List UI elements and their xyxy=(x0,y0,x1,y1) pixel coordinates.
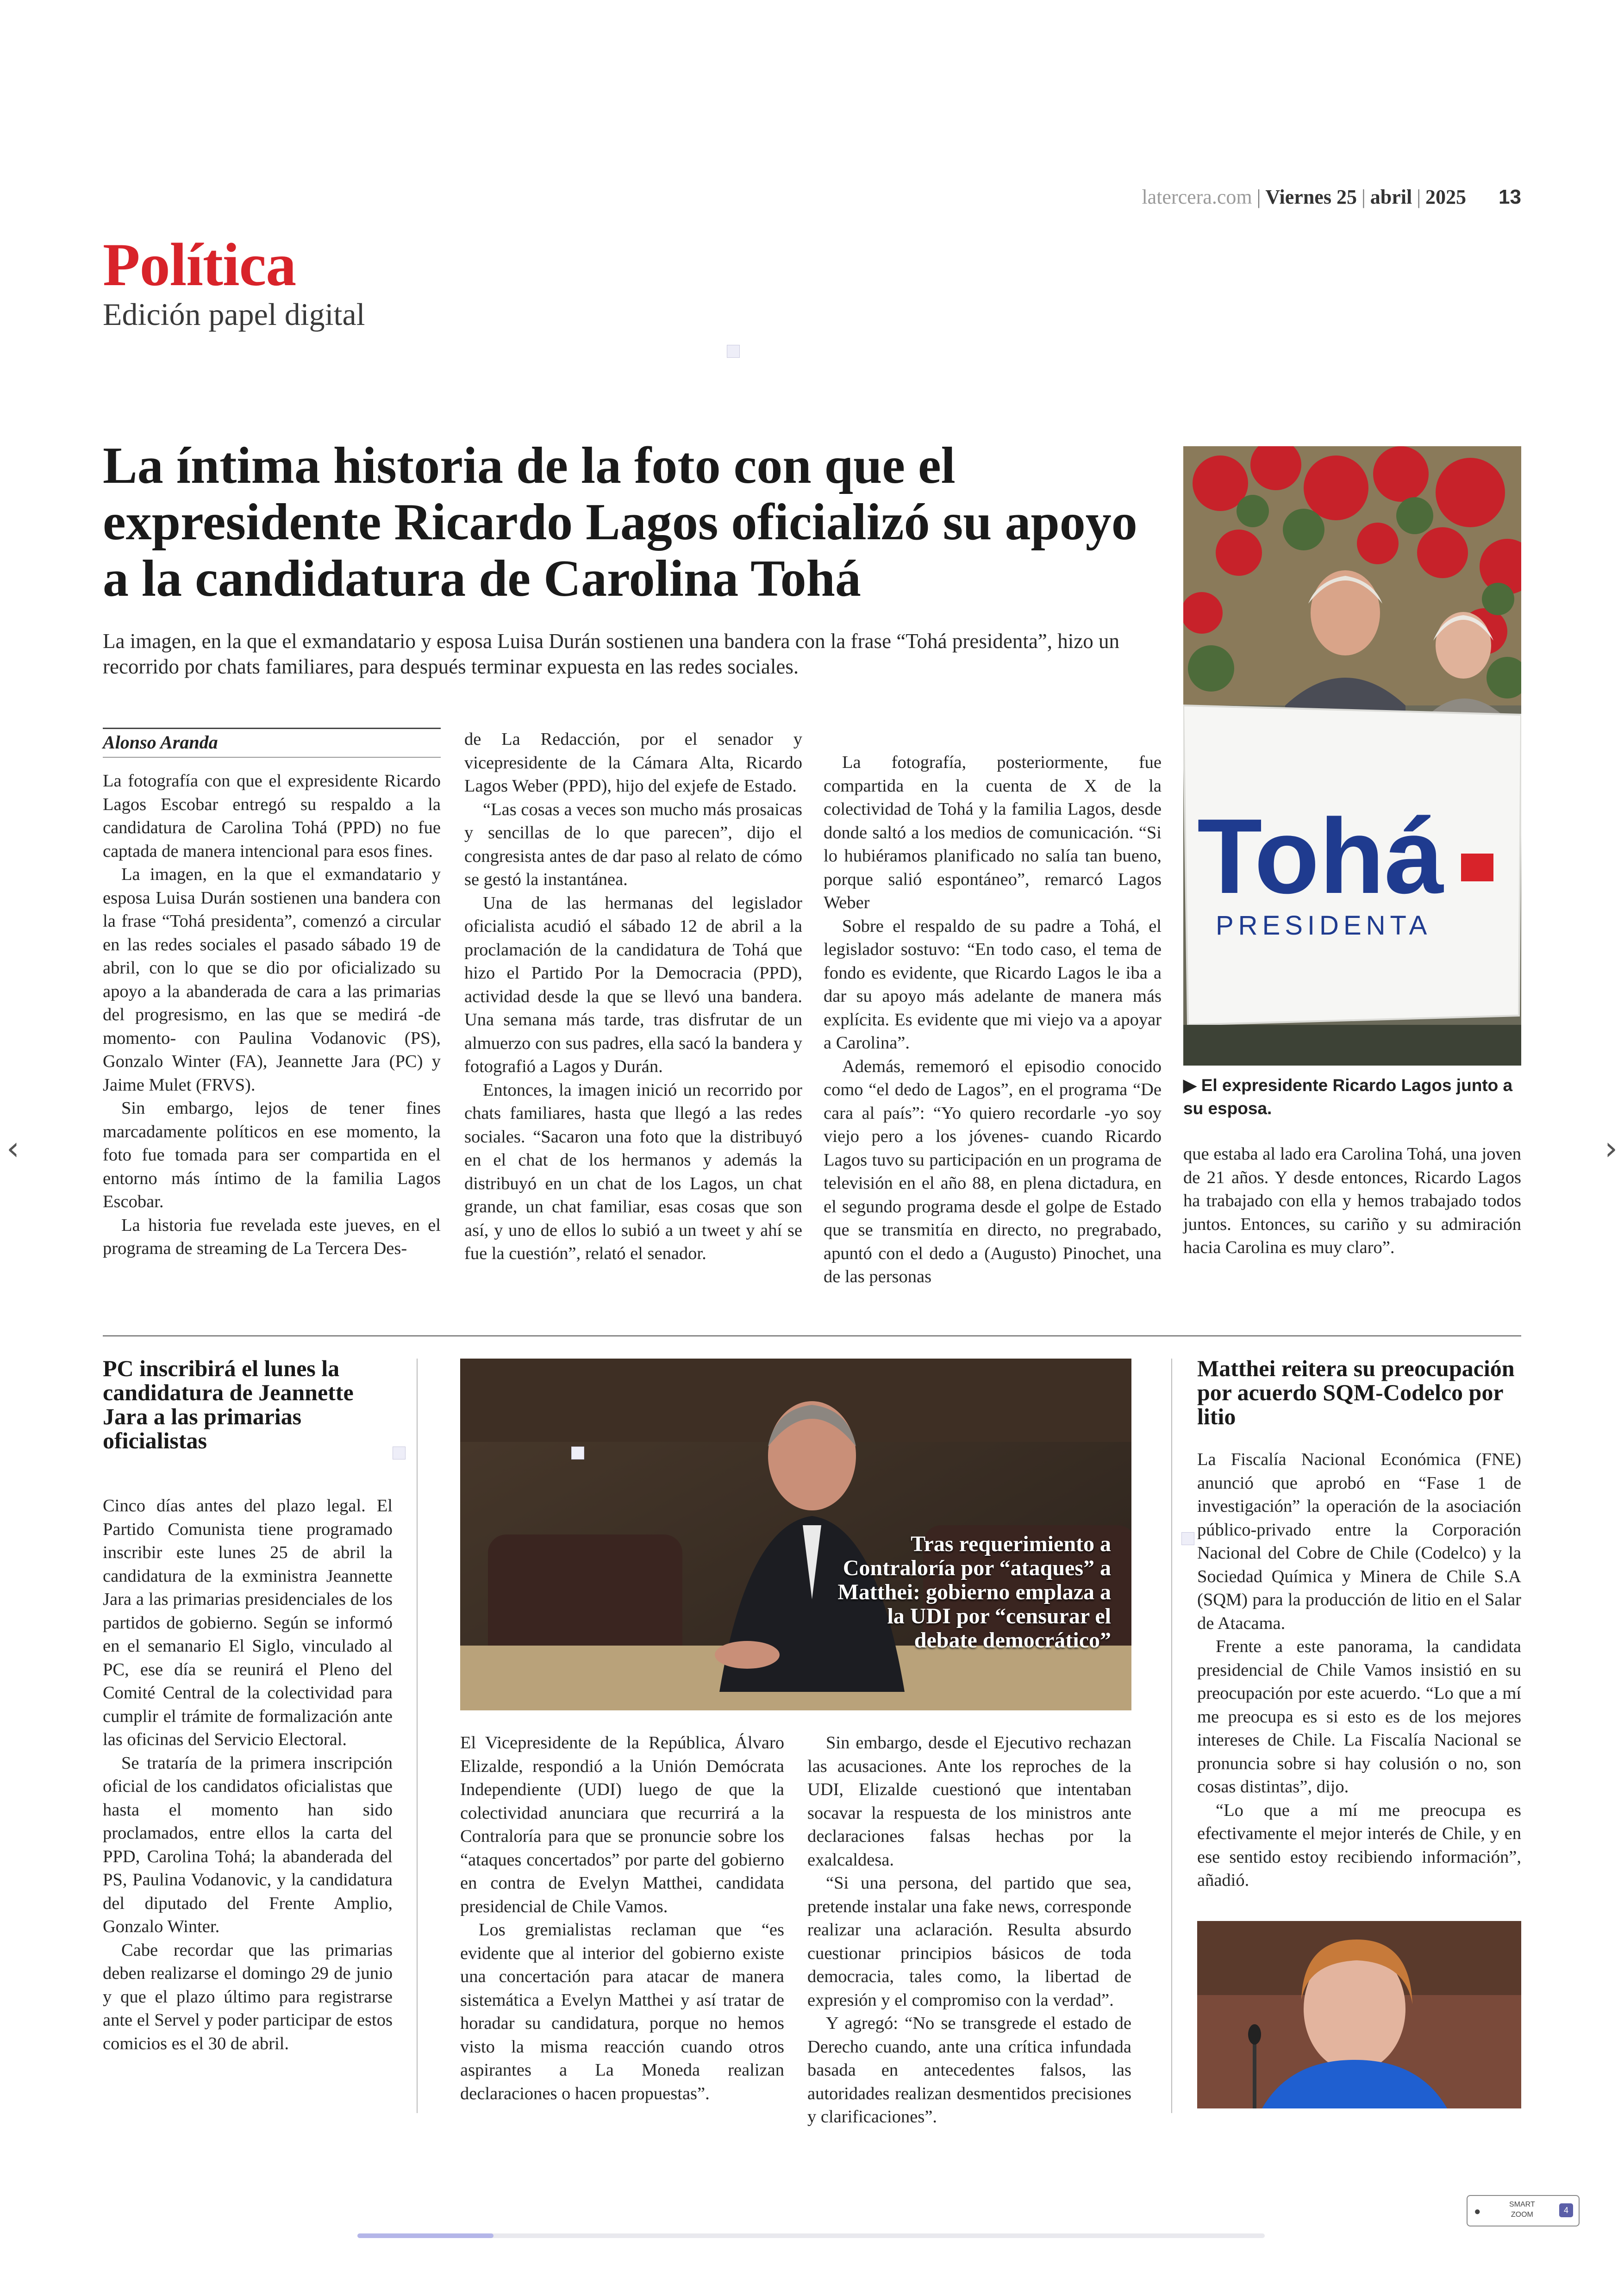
smart-zoom-label: SMART ZOOM xyxy=(1509,2201,1535,2219)
lead-deck: La imagen, en la que el exmandatario y esposa Luisa Durán sostienen una bandera con la frase “Tohá presidenta”, hizo un recorrido por chats familiares, para después terminar expuesta en las redes sociales. xyxy=(103,630,1119,678)
photo-headline: Tras requerimiento a Contraloría por “ataques” a Matthei: gobierno emplaza a la UDI por “censurar el debate democrático” xyxy=(837,1532,1111,1653)
smart-zoom-button[interactable] xyxy=(1467,2195,1580,2226)
annotation-marker-icon[interactable] xyxy=(571,1447,584,1459)
prev-page-button[interactable] xyxy=(6,1129,19,1167)
paragraph: El Vicepresidente de la República, Álvaro Elizalde, respondió a la Unión Demócrata Independiente (UDI) luego de que la colectividad anunciara que recurrirá a la Contraloría para que se pronuncie sobre los “ataques concertados” por parte del gobierno en contra de Evelyn Matthei, candidata presidencial de Chile Vamos. xyxy=(460,1733,784,1916)
page-number: 13 xyxy=(1499,186,1521,208)
lead-column-1 xyxy=(103,769,441,1260)
page-info: latercera.com | Viernes 25 | abril | 2025 13 xyxy=(1142,186,1521,208)
page-scroll-bar[interactable] xyxy=(357,2233,1265,2238)
next-page-button[interactable] xyxy=(1605,1129,1618,1167)
caption-arrow-icon: ▶ xyxy=(1183,1076,1197,1095)
annotation-marker-icon[interactable] xyxy=(1181,1532,1194,1545)
paragraph: Sin embargo, lejos de tener fines marcadamente políticos en ese momento, la foto fue tomada para ser compartida en el entorno más íntimo de la familia Lagos Escobar. xyxy=(103,1098,441,1211)
byline-rule xyxy=(103,728,441,729)
flag-subtext: PRESIDENTA xyxy=(1216,911,1432,941)
brief-right-title: Matthei reitera su preocupación por acuerdo SQM-Codelco por litio xyxy=(1197,1355,1515,1429)
paragraph: Se trataría de la primera inscripción oficial de los candidatos oficialistas que hasta el momento han sido proclamados, entre ellos la carta del PPD, Carolina Tohá; la abanderada del PS, Paulina Vodanovic, y la candidatura del diputado del Frente Amplio, Gonzalo Winter. xyxy=(103,1753,393,1936)
paragraph: La fotografía, posteriormente, fue compartida en la cuenta de X de la colectividad de Tohá y la familia Lagos, desde donde saltó a los medios de comunicación. “Si lo hubiéramos planificado no salía tan bueno, porque salió espontáneo”, remarcó Lagos Weber xyxy=(824,753,1162,912)
paragraph: Y agregó: “No se transgrede el estado de Derecho cuando, ante una crítica infundada basada en antecedentes falsos, las autoridades realizan desmentidos precisiones y clarificaciones”. xyxy=(807,2014,1131,2127)
paragraph: Sobre el respaldo de su padre a Tohá, el legislador sostuvo: “En todo caso, el tema de fondo es evidente, que Ricardo Lagos le iba a dar su apoyo más adelante de manera más explícita. Es evidente que mi viejo va a apoyar a Carolina”. xyxy=(824,916,1162,1053)
paragraph: La fotografía con que el expresidente Ricardo Lagos Escobar entregó su respaldo a la candidatura de Carolina Tohá (PPD) no fue captada de manera intencional para esos fines. xyxy=(103,771,441,861)
column-rule xyxy=(1171,1359,1172,2113)
paragraph: La Fiscalía Nacional Económica (FNE) anunció que aprobó en “Fase 1 de investigación” la operación de la asociación público-privado entre la Corporación Nacional del Cobre de Chile (Codelco) y la Sociedad Química y Minera de Chile S.A (SQM) para la producción de litio en el Salar de Atacama. xyxy=(1197,1450,1521,1633)
date-weekday: Viernes 25 xyxy=(1265,186,1357,208)
paragraph: “Las cosas a veces son mucho más prosaicas y sencillas de lo que parecen”, dijo el congresista antes de dar paso al relato de cómo se gestó la instantánea. xyxy=(464,799,802,889)
annotation-marker-icon[interactable] xyxy=(727,345,740,358)
paragraph: Una de las hermanas del legislador oficialista acudió el sábado 12 de abril a la proclamación de la candidatura de Tohá que hizo el Partido Por la Democracia (PPD), actividad desde la que se llevó una bandera. Una semana más tarde, tras disfrutar de un almuerzo con sus padres, ella sacó la bandera y fotografió a Lagos y Durán. xyxy=(464,893,802,1076)
brief-mid-column-1 xyxy=(460,1731,784,2105)
lead-photo-caption xyxy=(1183,1074,1521,1120)
brief-left-body xyxy=(103,1494,393,2055)
annotation-marker-icon[interactable] xyxy=(393,1447,406,1459)
paragraph: Cabe recordar que las primarias deben realizarse el domingo 29 de junio y que el plazo último para registrarse ante el Servel y poder participar de estos comicios es el 30 de abril. xyxy=(103,1940,393,2053)
paragraph: “Lo que a mí me preocupa es efectivamente el mejor interés de Chile, y en ese sentido estoy recibiendo información”, añadió. xyxy=(1197,1800,1521,1890)
paragraph: La historia fue revelada este jueves, en el programa de streaming de La Tercera Des- xyxy=(103,1215,441,1258)
paragraph: La imagen, en la que el exmandatario y esposa Luisa Durán sostienen una bandera con la frase “Tohá presidenta”, comenzó a circular en las redes sociales el pasado sábado 19 de abril, con lo que se dio por oficializado su apoyo a la abanderada de cara a las primarias del progresismo, en las que se medirá -de momento- con Paulina Vodanovic (PS), Gonzalo Winter (FA), Jeannette Jara (PC) y Jaime Mulet (FRVS). xyxy=(103,865,441,1095)
brief-right-body xyxy=(1197,1448,1521,1892)
lead-photo-image xyxy=(1183,446,1521,1066)
paragraph: Frente a este panorama, la candidata presidencial de Chile Vamos insistió en su preocupación por este acuerdo. “Lo que a mí me preocupa es si esto es de los mejores intereses de Chile. La Fiscalía Nacional se pronuncia sobre si hay colusión o no, son cosas distintas”, dijo. xyxy=(1197,1637,1521,1796)
paragraph: Cinco días antes del plazo legal. El Partido Comunista tiene programado inscribir este lunes 25 de abril la candidatura de la exministra Jeannette Jara a las primarias presidenciales de los partidos de gobierno. Según se informó en el semanario El Siglo, vinculado al PC, ese día se reunirá el Pleno del Comité Central de la colectividad para cumplir el trámite de formalización ante las oficinas del Servicio Electoral. xyxy=(103,1496,393,1749)
section-divider xyxy=(103,1335,1521,1336)
lead-column-4 xyxy=(1183,1142,1521,1260)
date-year: 2025 xyxy=(1425,186,1467,208)
paragraph: Los gremialistas reclaman que “es evidente que al interior del gobierno existe una concertación para atacar de manera sistemática a Evelyn Matthei y así tratar de horadar su candidatura, porque no hemos visto la misma reacción cuando otros aspirantes a La Moneda realizan declaraciones o hacen propuestas”. xyxy=(460,1920,784,2103)
byline-rule-bottom xyxy=(103,757,441,758)
paragraph: Sin embargo, desde el Ejecutivo rechazan las acusaciones. Ante los reproches de la UDI, Elizalde cuestionó que intentaban socavar la respuesta de los ministros ante declaraciones falsas hechas por la exalcaldesa. xyxy=(807,1733,1131,1870)
byline: Alonso Aranda xyxy=(103,732,218,753)
paragraph: Entonces, la imagen inició un recorrido por chats familiares, hasta que llegó a las redes sociales. “Sacaron una foto que la distribuyó en el chat de los hermanos y además la distribuyó en un chat de los Lagos, un chat grande, un chat familiar, esas cosas que son así, y uno de ellos lo subió a un tweet y ahí se fue la cuestión”, relató el senador. xyxy=(464,1080,802,1263)
section-subtitle: Edición papel digital xyxy=(103,297,365,332)
lead-column-2 xyxy=(464,728,802,1266)
eye-icon: ● xyxy=(1474,2205,1481,2218)
brief-mid-column-2 xyxy=(807,1731,1131,2129)
paragraph: Además, rememoró el episodio conocido como “el dedo de Lagos”, en el programa “De cara al país”: “Yo quiero recordarle -yo soy viejo pero a los jóvenes- cuando Ricardo Lagos tuvo su participación en un programa de televisión en el año 88, en plena dictadura, en el segundo programa desde el golpe de Estado que se transmitía en directo, no pregrabado, apuntó con el dedo a (Augusto) Pinochet, una de las personas xyxy=(824,1056,1162,1286)
section-title: Política xyxy=(103,231,296,299)
paragraph: que estaba al lado era Carolina Tohá, una joven de 21 años. Y desde entonces, Ricardo Lagos ha trabajado con ella y hemos trabajado todos juntos. Entonces, su cariño y su admiración hacia Carolina es muy claro”. xyxy=(1183,1144,1521,1257)
lead-headline: La íntima historia de la foto con que el expresidente Ricardo Lagos oficializó su apoyo a la candidatura de Carolina Tohá xyxy=(103,437,1137,607)
paragraph: de La Redacción, por el senador y vicepresidente de la Cámara Alta, Ricardo Lagos Weber (PPD), hijo del exjefe de Estado. xyxy=(464,730,802,796)
date-month: abril xyxy=(1370,186,1412,208)
chevron-right-icon: › xyxy=(1605,1129,1618,1167)
zoom-badge: 4 xyxy=(1559,2203,1573,2217)
brief-left-title: PC inscribirá el lunes la candidatura de Jeannette Jara a las primarias oficialistas xyxy=(103,1355,354,1453)
flag-text: Tohá xyxy=(1197,797,1444,916)
matthei-photo[interactable] xyxy=(1197,1921,1521,2108)
lead-photo[interactable] xyxy=(1183,446,1521,1066)
scroll-thumb[interactable] xyxy=(357,2233,493,2238)
chevron-left-icon: ‹ xyxy=(6,1129,19,1167)
matthei-photo-image xyxy=(1197,1921,1521,2108)
paragraph: “Si una persona, del partido que sea, pretende instalar una fake news, corresponde realizar una aclaración. Resulta absurdo cuestionar principios básicos de toda democracia, tales como, la libertad de expresión y el compromiso con la verdad”. xyxy=(807,1873,1131,2010)
lead-column-3 xyxy=(824,751,1162,1289)
column-rule xyxy=(417,1359,418,2113)
site-name: latercera.com xyxy=(1142,186,1252,208)
caption-text: El expresidente Ricardo Lagos junto a su esposa. xyxy=(1183,1076,1513,1118)
